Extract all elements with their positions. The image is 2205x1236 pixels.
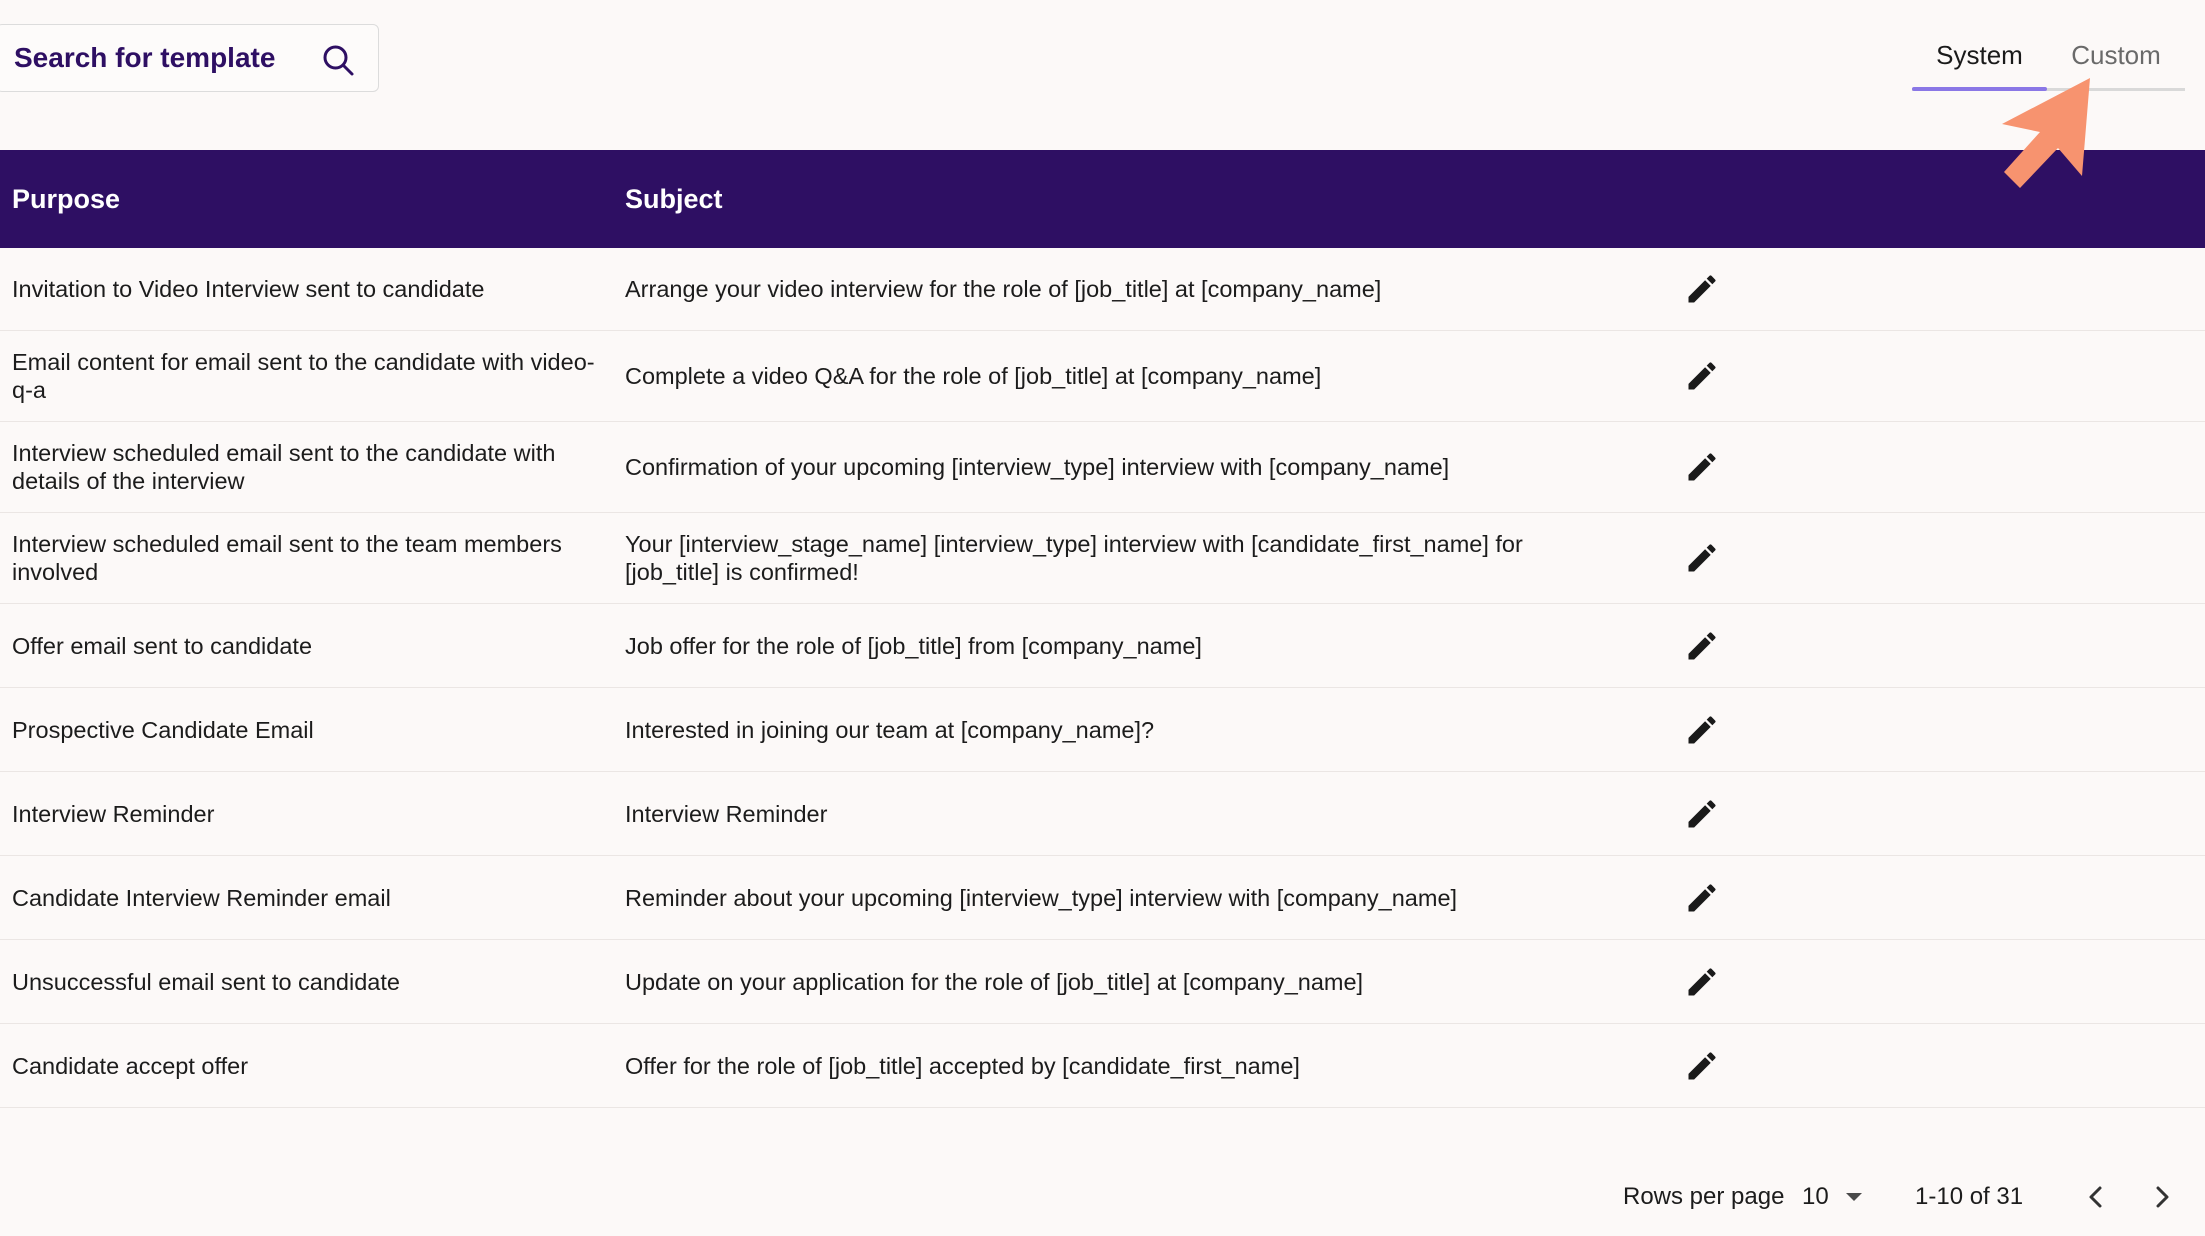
subject-cell: Update on your application for the role of [job_title] at [company_name] bbox=[625, 968, 1364, 995]
chevron-left-icon[interactable] bbox=[2078, 1179, 2114, 1215]
search-input[interactable] bbox=[14, 42, 314, 74]
edit-template-button[interactable] bbox=[1682, 538, 1722, 578]
rows-per-page-value: 10 bbox=[1802, 1183, 1829, 1210]
purpose-cell: Interview Reminder bbox=[12, 800, 215, 827]
table-header bbox=[0, 150, 2205, 248]
template-type-tabs bbox=[1912, 30, 2185, 92]
rows-per-page-label: Rows per page bbox=[1623, 1183, 1785, 1210]
pencil-icon bbox=[1684, 628, 1720, 664]
table-row[interactable] bbox=[0, 688, 2205, 772]
page-range-label: 1-10 of 31 bbox=[1915, 1183, 2024, 1210]
edit-template-button[interactable] bbox=[1682, 626, 1722, 666]
edit-template-button[interactable] bbox=[1682, 356, 1722, 396]
active-tab-indicator bbox=[1912, 87, 2047, 91]
table-row[interactable] bbox=[0, 248, 2205, 331]
subject-cell: Interested in joining our team at [company_name]? bbox=[625, 716, 1155, 743]
caret-down-icon bbox=[1845, 1191, 1863, 1203]
templates-table bbox=[0, 150, 2205, 1108]
subject-cell: Your [interview_stage_name] [interview_type] interview with [candidate_first_name] for [job_title] is confirmed! bbox=[625, 531, 1523, 585]
edit-template-button[interactable] bbox=[1682, 447, 1722, 487]
edit-template-button[interactable] bbox=[1682, 878, 1722, 918]
table-row[interactable] bbox=[0, 1024, 2205, 1108]
table-row[interactable] bbox=[0, 331, 2205, 422]
table-body bbox=[0, 248, 2205, 1108]
pencil-icon bbox=[1684, 796, 1720, 832]
edit-template-button[interactable] bbox=[1682, 710, 1722, 750]
search-icon[interactable] bbox=[320, 42, 356, 78]
subject-cell: Interview Reminder bbox=[625, 800, 828, 827]
table-row[interactable] bbox=[0, 604, 2205, 688]
edit-template-button[interactable] bbox=[1682, 962, 1722, 1002]
pencil-icon bbox=[1684, 712, 1720, 748]
pencil-icon bbox=[1684, 540, 1720, 576]
chevron-right-icon[interactable] bbox=[2144, 1179, 2180, 1215]
table-row[interactable] bbox=[0, 772, 2205, 856]
subject-cell: Reminder about your upcoming [interview_type] interview with [company_name] bbox=[625, 884, 1458, 911]
purpose-cell: Offer email sent to candidate bbox=[12, 632, 313, 659]
pencil-icon bbox=[1684, 358, 1720, 394]
table-row[interactable] bbox=[0, 422, 2205, 513]
table-row[interactable] bbox=[0, 513, 2205, 604]
column-header-purpose[interactable]: Purpose bbox=[12, 184, 121, 214]
tab-custom[interactable]: Custom bbox=[2071, 40, 2161, 70]
pencil-icon bbox=[1684, 271, 1720, 307]
purpose-cell: Email content for email sent to the candidate with video-q-a bbox=[12, 349, 595, 403]
tab-system[interactable]: System bbox=[1936, 40, 2023, 70]
subject-cell: Confirmation of your upcoming [interview_type] interview with [company_name] bbox=[625, 454, 1450, 480]
edit-template-button[interactable] bbox=[1682, 1046, 1722, 1086]
subject-cell: Offer for the role of [job_title] accepted by [candidate_first_name] bbox=[625, 1052, 1300, 1079]
purpose-cell: Candidate Interview Reminder email bbox=[12, 884, 391, 911]
column-header-subject[interactable]: Subject bbox=[625, 184, 723, 214]
pencil-icon bbox=[1684, 1048, 1720, 1084]
purpose-cell: Invitation to Video Interview sent to candidate bbox=[12, 276, 485, 302]
table-row[interactable] bbox=[0, 940, 2205, 1024]
edit-template-button[interactable] bbox=[1682, 794, 1722, 834]
subject-cell: Complete a video Q&A for the role of [job_title] at [company_name] bbox=[625, 363, 1322, 389]
purpose-cell: Candidate accept offer bbox=[12, 1052, 249, 1079]
table-row[interactable] bbox=[0, 856, 2205, 940]
purpose-cell: Unsuccessful email sent to candidate bbox=[12, 968, 400, 995]
purpose-cell: Interview scheduled email sent to the team members involved bbox=[12, 531, 562, 585]
search-box[interactable] bbox=[0, 24, 379, 92]
subject-cell: Job offer for the role of [job_title] from [company_name] bbox=[625, 632, 1202, 659]
purpose-cell: Prospective Candidate Email bbox=[12, 716, 314, 743]
subject-cell: Arrange your video interview for the role of [job_title] at [company_name] bbox=[625, 276, 1382, 302]
purpose-cell: Interview scheduled email sent to the candidate with details of the interview bbox=[12, 440, 556, 494]
rows-per-page-select[interactable] bbox=[1802, 1175, 1863, 1219]
edit-template-button[interactable] bbox=[1682, 269, 1722, 309]
pencil-icon bbox=[1684, 964, 1720, 1000]
pencil-icon bbox=[1684, 880, 1720, 916]
pagination bbox=[0, 1175, 2205, 1219]
pencil-icon bbox=[1684, 449, 1720, 485]
